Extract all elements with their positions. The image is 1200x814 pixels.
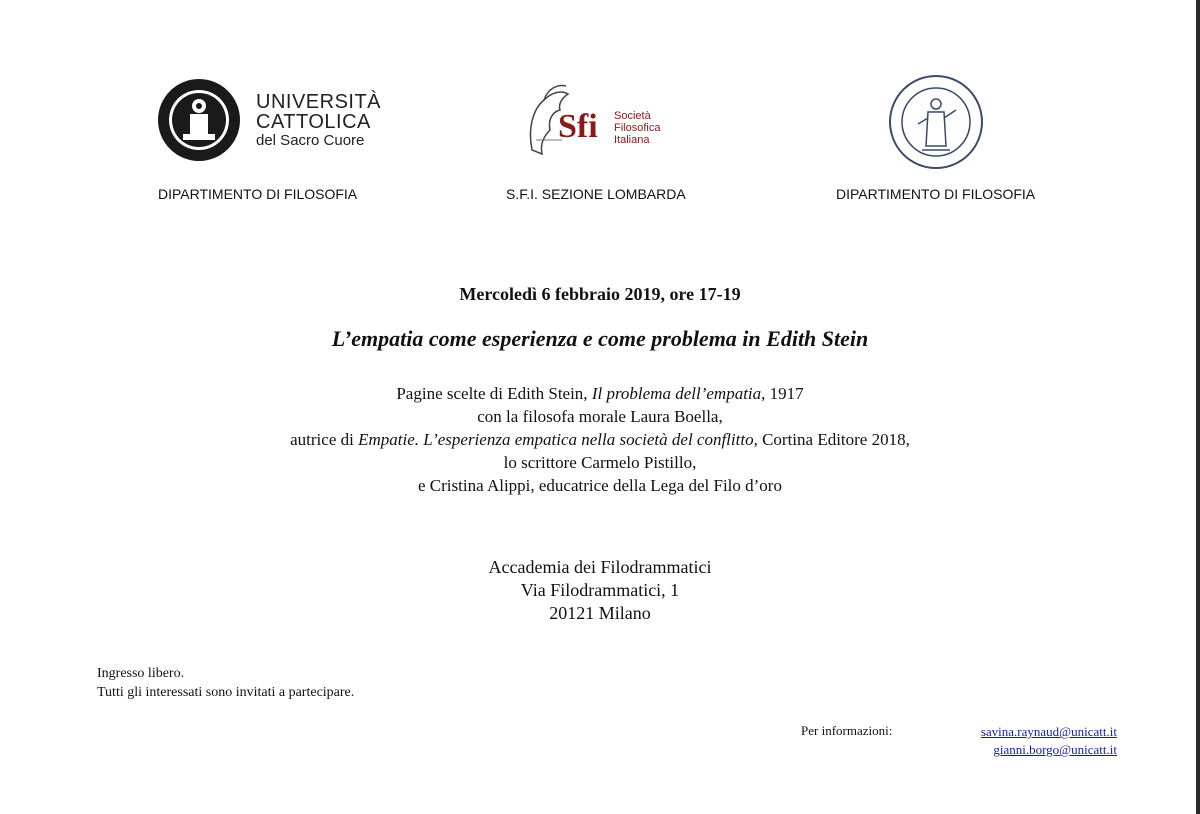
ucsc-line-2: CATTOLICA (256, 111, 371, 133)
unimi-seal-icon (888, 74, 984, 170)
info-emails (981, 723, 1117, 759)
venue-name: Accademia dei Filodrammatici (488, 557, 712, 577)
ucsc-line-1: UNIVERSITÀ (256, 91, 382, 113)
entry-line-1: Ingresso libero. (97, 666, 185, 681)
sfi-name-line-2: Filosofica (614, 122, 661, 134)
sfi-logo (522, 80, 682, 164)
entry-note (97, 664, 354, 702)
venue (0, 556, 1200, 625)
line1-part-a: Pagine scelte di Edith Stein, (396, 384, 592, 403)
line1-part-c: , 1917 (761, 384, 804, 403)
email-link-raynaud[interactable]: savina.raynaud@unicatt.it (980, 724, 1117, 739)
ucsc-seal-icon (157, 78, 241, 162)
line3-book-title: Empatie. L’esperienza empatica nella società del conflitto (358, 430, 754, 449)
line3-part-a: autrice di (290, 430, 359, 449)
sfi-name (614, 110, 660, 146)
venue-street: Via Filodrammatici, 1 (520, 580, 680, 600)
event-date: Mercoledì 6 febbraio 2019, ore 17-19 (459, 284, 741, 304)
line1-book-title: Il problema dell’empatia (591, 384, 762, 403)
dept-center: S.F.I. SEZIONE LOMBARDA (506, 186, 686, 202)
line3-part-c: , Cortina Editore 2018, (753, 430, 910, 449)
sfi-name-line-3: Italiana (614, 134, 650, 146)
event-description (0, 382, 1200, 497)
venue-city: 20121 Milano (549, 603, 651, 623)
info-label: Per informazioni: (801, 723, 893, 738)
ucsc-line-3: del Sacro Cuore (256, 132, 365, 149)
ucsc-logo (157, 78, 382, 164)
event-title: L’empatia come esperienza e come problema in Edith Stein (331, 326, 869, 351)
description-line-1 (0, 382, 1200, 405)
description-line-4: lo scrittore Carmelo Pistillo, (503, 453, 697, 472)
dept-left: DIPARTIMENTO DI FILOSOFIA (158, 186, 358, 202)
entry-line-2: Tutti gli interessati sono invitati a partecipare. (97, 685, 355, 700)
sfi-mark: Sfi (558, 108, 598, 145)
unimi-logo (888, 74, 984, 170)
sfi-name-line-1: Società (614, 110, 651, 122)
ucsc-wordmark (256, 92, 381, 150)
description-line-3 (0, 428, 1200, 451)
email-link-borgo[interactable]: gianni.borgo@unicatt.it (993, 742, 1117, 757)
description-line-5: e Cristina Alippi, educatrice della Lega del Filo d’oro (418, 476, 782, 495)
dept-right: DIPARTIMENTO DI FILOSOFIA (836, 186, 1036, 202)
description-line-2: con la filosofa morale Laura Boella, (477, 407, 723, 426)
